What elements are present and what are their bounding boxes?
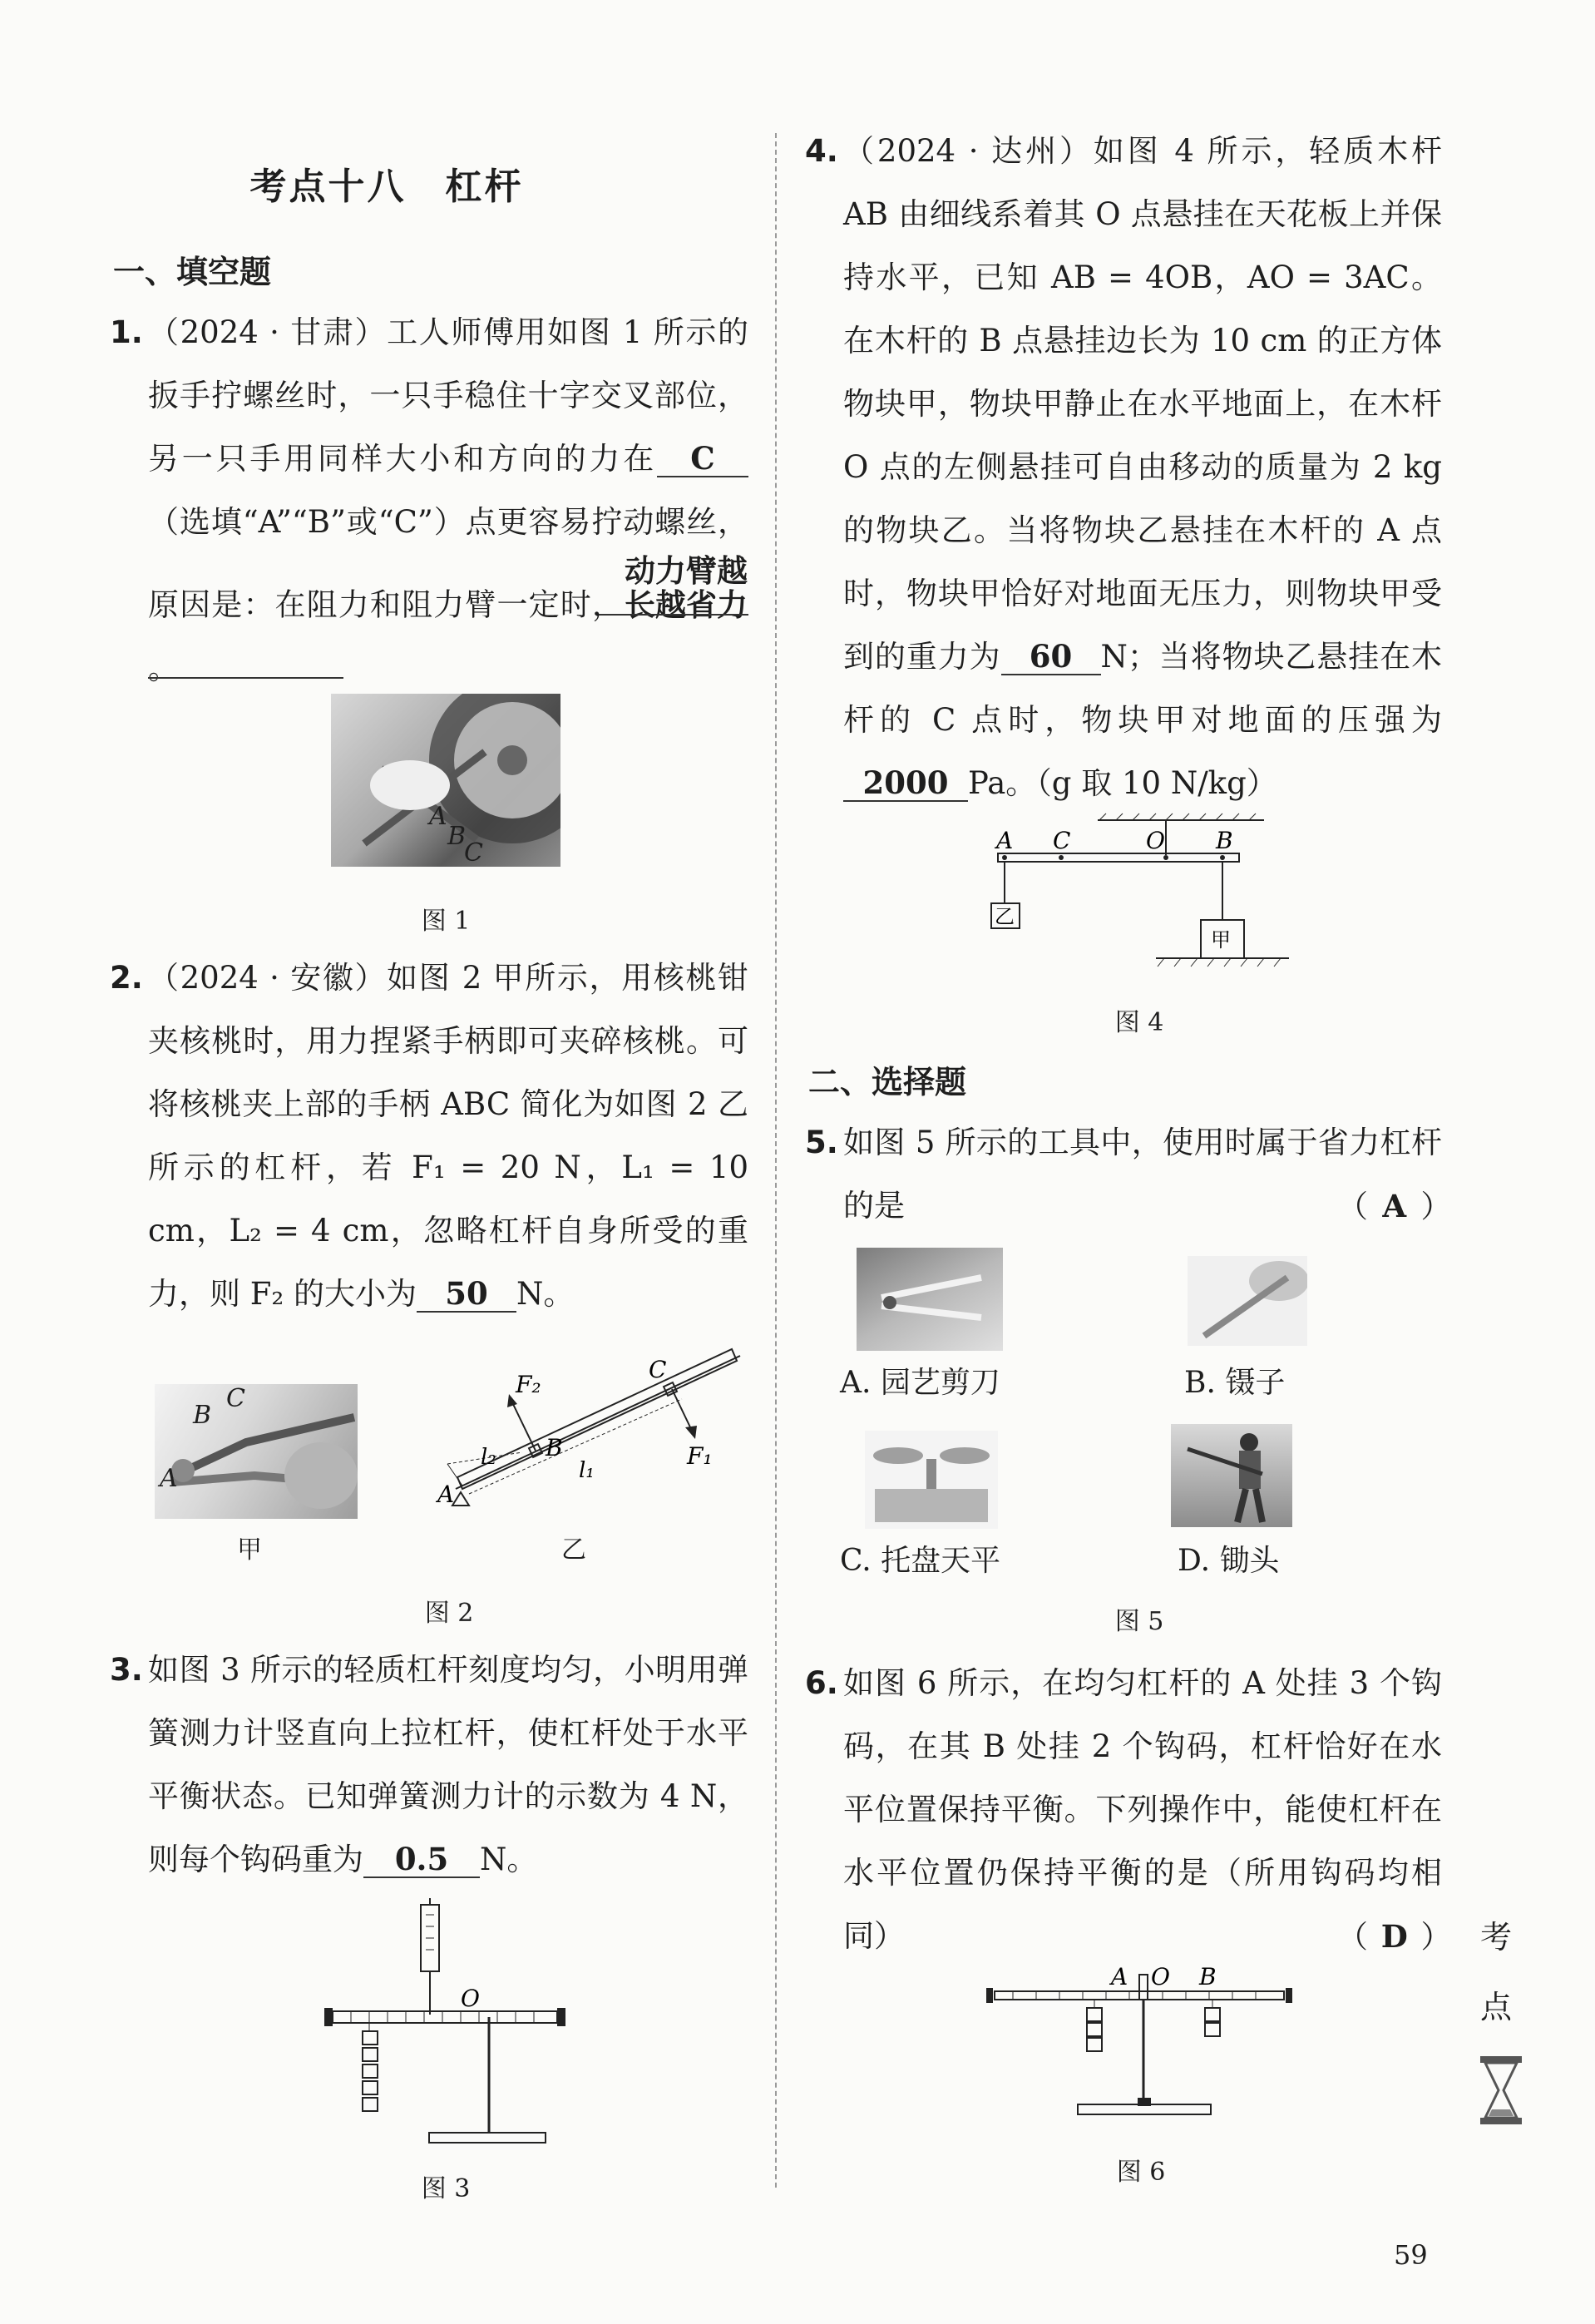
option-d: D. 锄头 (1178, 1544, 1280, 1578)
point-label-a: A (429, 802, 447, 831)
question-text: N；当将物块乙悬挂在木杆的 C 点时，物块甲对地面的压强为 (843, 639, 1443, 738)
page-number: 59 (1394, 2239, 1428, 2271)
question-number: 5. (805, 1125, 838, 1160)
nutcracker-photo (155, 1384, 358, 1519)
arm-l2-label: l₂ (481, 1445, 496, 1470)
answer-underline (599, 614, 748, 616)
wrench-figure (331, 694, 560, 867)
balance-scale-figure (865, 1431, 998, 1529)
question-1 (110, 301, 748, 700)
figure-2b-label: 乙 (561, 1535, 586, 1565)
tweezers-figure (1188, 1256, 1307, 1346)
answer-blank: 2000 (843, 766, 968, 802)
nutcracker-figure (155, 1384, 358, 1519)
point-label-b: B (447, 822, 467, 851)
section-fill-in: 一、填空题 (113, 254, 272, 290)
point-o-label: O (1151, 1965, 1170, 1990)
question-text: 如图 6 所示，在均匀杠杆的 A 处挂 3 个钩码，在其 B 处挂 2 个钩码，杠杆恰好在水平位置保持平衡。下列操作中，能使杠杆在水平位置仍保持平衡的是（所用钩码均相同） (843, 1665, 1442, 1954)
figure-1-caption: 图 1 (421, 907, 471, 936)
question-number: 3. (110, 1652, 143, 1688)
question-text: 如图 5 所示的工具中，使用时属于省力杠杆的是 (843, 1125, 1442, 1224)
point-label-b: B (193, 1401, 212, 1430)
answer-choice: D (1380, 1918, 1408, 1955)
tweezers-photo (1188, 1256, 1307, 1346)
section-choice: 二、选择题 (808, 1064, 967, 1100)
balance-scale-photo (865, 1431, 998, 1529)
question-text: N。 (480, 1842, 538, 1877)
question-text: 如图 3 所示的轻质杠杆刻度均匀，小明用弹簧测力计竖直向上拉杠杆，使杠杆处于水平平衡状态。已知弹簧测力计的示数为 4 N，则每个钩码重为 (148, 1652, 748, 1877)
question-text: （2024 · 安徽）如图 2 甲所示，用核桃钳夹核桃时，用力捏紧手柄即可夹碎核桃。可将核桃夹上部的手柄 ABC 简化为如图 2 乙所示的杠杆，若 F₁ = 20 N，L₁ = 10 cm，L₂ = 4 cm，忽略杠杆自身所受的重力，则 F₂ 的大小为 (148, 960, 748, 1312)
question-2 (110, 947, 748, 1326)
wrench-tire-photo (331, 694, 560, 867)
point-o-label: O (1146, 827, 1165, 854)
answer-choice: A (1382, 1188, 1407, 1224)
question-number: 2. (110, 960, 143, 996)
garden-shears-figure (857, 1248, 1003, 1351)
hanging-rod-diagram (981, 812, 1297, 978)
answer-bracket: （ D ） (1337, 1905, 1452, 1969)
point-b-label: B (546, 1434, 563, 1461)
answer-blank: 50 (417, 1277, 516, 1313)
figure-2a-label: 甲 (237, 1535, 262, 1565)
answer-blank: 0.5 (363, 1842, 480, 1878)
question-number: 1. (110, 314, 143, 350)
answer-blank: 动力臂越长越省力 (625, 552, 748, 623)
force-f1-label: F₁ (687, 1442, 713, 1470)
point-a-label: A (996, 827, 1014, 854)
hourglass-icon (1479, 2055, 1523, 2128)
question-number: 4. (805, 133, 838, 169)
option-a: A. 园艺剪刀 (840, 1366, 1000, 1400)
point-b-label: B (1216, 827, 1233, 854)
figure-6-caption: 图 6 (1116, 2158, 1166, 2187)
answer-bracket: （ A ） (1337, 1174, 1452, 1239)
spring-scale-lever-diagram (324, 1898, 574, 2158)
question-text: Pa。（g 取 10 N/kg） (968, 765, 1277, 801)
page-title: 考点十八 杠杆 (249, 166, 524, 208)
question-text: （2024 · 达州）如图 4 所示，轻质木杆 AB 由细线系着其 O 点悬挂在天花板上并保持水平，已知 AB = 4OB，AO = 3AC。在木杆的 B 点悬挂边长为 10 cm 的正方体物块甲，物块甲静止在水平地面上，在木杆 O 点的左侧悬挂可自由移动的质量为 2 kg 的物块乙。当将物块乙悬挂在木杆的 A 点时，物块甲恰好对地面无压力，则物块甲受到的重力为 (843, 133, 1442, 675)
point-label-c: C (226, 1384, 245, 1413)
point-label-c: C (464, 838, 483, 868)
lever-abc-diagram (432, 1339, 748, 1522)
side-tab-char-1: 考 (1480, 1919, 1513, 1956)
answer-blank: C (657, 442, 748, 477)
option-b: B. 镊子 (1184, 1366, 1286, 1400)
balanced-lever-diagram (986, 1965, 1294, 2128)
figure-5-caption: 图 5 (1114, 1607, 1164, 1636)
question-number: 6. (805, 1665, 838, 1701)
arm-l1-label: l₁ (579, 1458, 595, 1483)
question-text: 。 (148, 650, 179, 686)
figure-4-caption: 图 4 (1114, 1008, 1164, 1037)
block-jia-label: 甲 (1211, 928, 1231, 952)
point-b-label: B (1199, 1965, 1217, 1990)
column-divider (775, 133, 777, 2188)
hoe-figure (1171, 1424, 1292, 1527)
answer-underline (148, 677, 343, 679)
figure-3-caption: 图 3 (421, 2174, 471, 2203)
question-4 (805, 120, 1443, 815)
option-c: C. 托盘天平 (840, 1544, 1001, 1578)
question-text: （2024 · 甘肃）工人师傅用如图 1 所示的扳手拧螺丝时，一只手稳住十字交叉部位，另一只手用同样大小和方向的力在 (148, 314, 748, 477)
side-tab-char-2: 点 (1480, 1989, 1513, 2025)
point-c-label: C (649, 1356, 667, 1383)
figure-2-caption: 图 2 (424, 1599, 474, 1628)
pivot-o-label: O (461, 1985, 480, 2012)
block-yi-label: 乙 (995, 905, 1015, 928)
hoe-photo (1171, 1424, 1292, 1527)
point-a-label: A (437, 1481, 455, 1508)
point-a-label: A (1111, 1965, 1128, 1990)
point-c-label: C (1053, 827, 1071, 854)
question-3 (110, 1639, 748, 1891)
point-label-a: A (160, 1464, 178, 1493)
answer-blank: 60 (1001, 640, 1101, 675)
force-f2-label: F₂ (516, 1371, 541, 1398)
garden-shears-photo (857, 1248, 1003, 1351)
question-text: （选填“A”“B”或“C”）点更容易拧动螺丝，原因是：在阻力和阻力臂一定时， (148, 504, 748, 623)
question-text: N。 (516, 1276, 575, 1312)
